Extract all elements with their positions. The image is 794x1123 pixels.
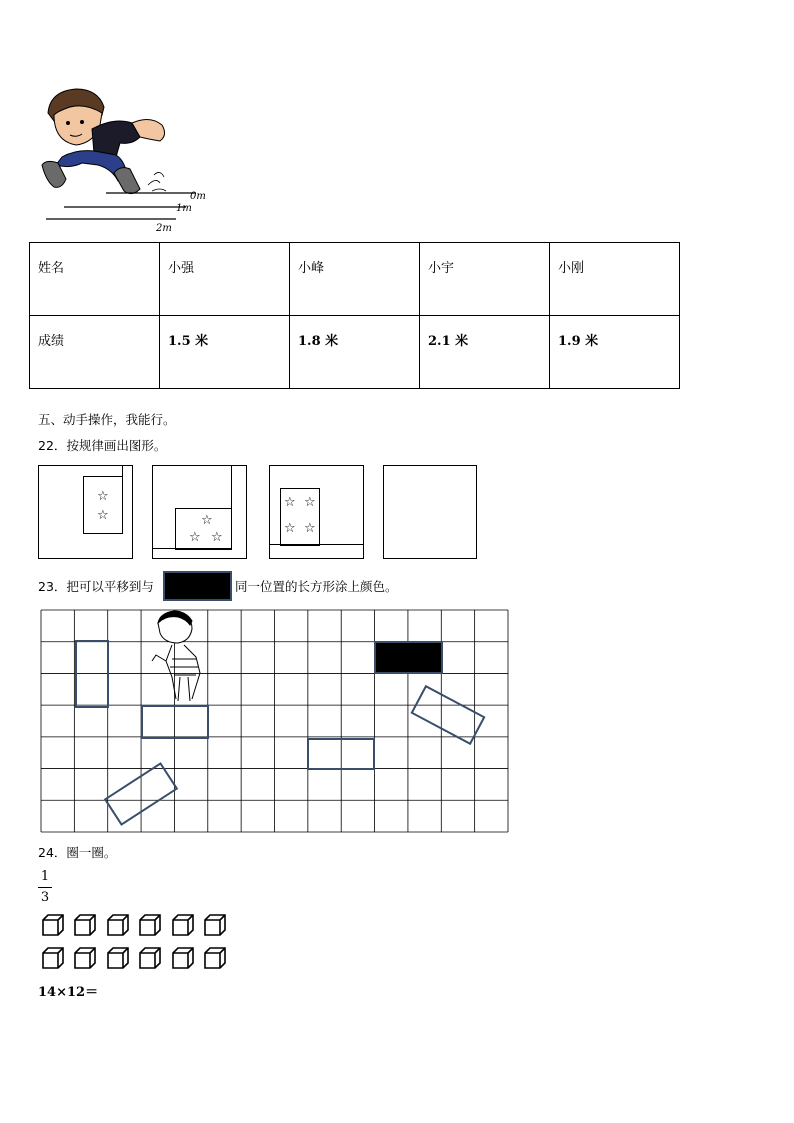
table-cell: 小强 <box>160 243 290 316</box>
cube-icon[interactable] <box>42 914 64 936</box>
table-cell: 成绩 <box>30 316 160 389</box>
cube-icon[interactable] <box>172 914 194 936</box>
mark-0m: 0m <box>190 191 206 202</box>
star-icon: ☆ <box>189 530 201 545</box>
section-heading: 五、动手操作，我能行。 <box>38 412 176 427</box>
star-icon: ☆ <box>284 495 296 510</box>
cube-icon[interactable] <box>172 947 194 969</box>
multiplication-expression: 14×12＝ <box>38 985 99 1000</box>
table-cell: 1.9 米 <box>550 316 680 389</box>
grid-rectangle[interactable] <box>76 641 108 707</box>
results-table <box>29 242 680 389</box>
cube-icon[interactable] <box>74 947 96 969</box>
star-icon: ☆ <box>284 521 296 536</box>
cube-icon[interactable] <box>42 947 64 969</box>
cube-icon[interactable] <box>204 914 226 936</box>
question-24-text: 24．圈一圈。 <box>38 845 117 860</box>
cube-icon[interactable] <box>107 947 129 969</box>
star-icon: ☆ <box>304 495 316 510</box>
cube-icon[interactable] <box>139 947 161 969</box>
star-icon: ☆ <box>97 489 109 504</box>
fraction-numerator: 1 <box>40 869 50 884</box>
star-icon: ☆ <box>304 521 316 536</box>
grid-rectangle[interactable] <box>412 686 484 743</box>
table-cell: 姓名 <box>30 243 160 316</box>
mark-2m: 2m <box>156 223 172 234</box>
fraction-denominator: 3 <box>40 890 50 905</box>
long-jump-illustration <box>36 85 216 235</box>
pattern-inner-rect <box>83 476 123 534</box>
table-cell: 小宇 <box>420 243 550 316</box>
pattern-figure-2 <box>152 465 247 559</box>
mark-1m: 1m <box>176 203 192 214</box>
star-icon: ☆ <box>201 513 213 528</box>
cube-icon[interactable] <box>204 947 226 969</box>
cube-icon[interactable] <box>139 914 161 936</box>
table-cell: 2.1 米 <box>420 316 550 389</box>
table-row <box>30 243 680 316</box>
table-cell: 小峰 <box>290 243 420 316</box>
table-cell: 1.5 米 <box>160 316 290 389</box>
pattern-figure-1 <box>38 465 133 559</box>
question-23-text-end: 同一位置的长方形涂上颜色。 <box>235 579 398 594</box>
cube-icon[interactable] <box>74 914 96 936</box>
pattern-answer-box[interactable] <box>383 465 477 559</box>
question-22-text: 22．按规律画出图形。 <box>38 438 167 453</box>
black-rectangle <box>375 642 442 673</box>
cube-icon[interactable] <box>107 914 129 936</box>
table-cell: 1.8 米 <box>290 316 420 389</box>
pattern-figure-3 <box>269 465 364 559</box>
table-cell: 小刚 <box>550 243 680 316</box>
star-icon: ☆ <box>211 530 223 545</box>
target-black-rectangle <box>163 571 232 601</box>
grid-rectangle[interactable] <box>142 706 208 738</box>
boy-figure <box>152 611 200 701</box>
question-23-text-start: 23．把可以平移到与 <box>38 579 154 594</box>
table-row <box>30 316 680 389</box>
star-icon: ☆ <box>97 508 109 523</box>
fraction-bar <box>38 887 52 888</box>
translation-grid <box>40 609 509 833</box>
